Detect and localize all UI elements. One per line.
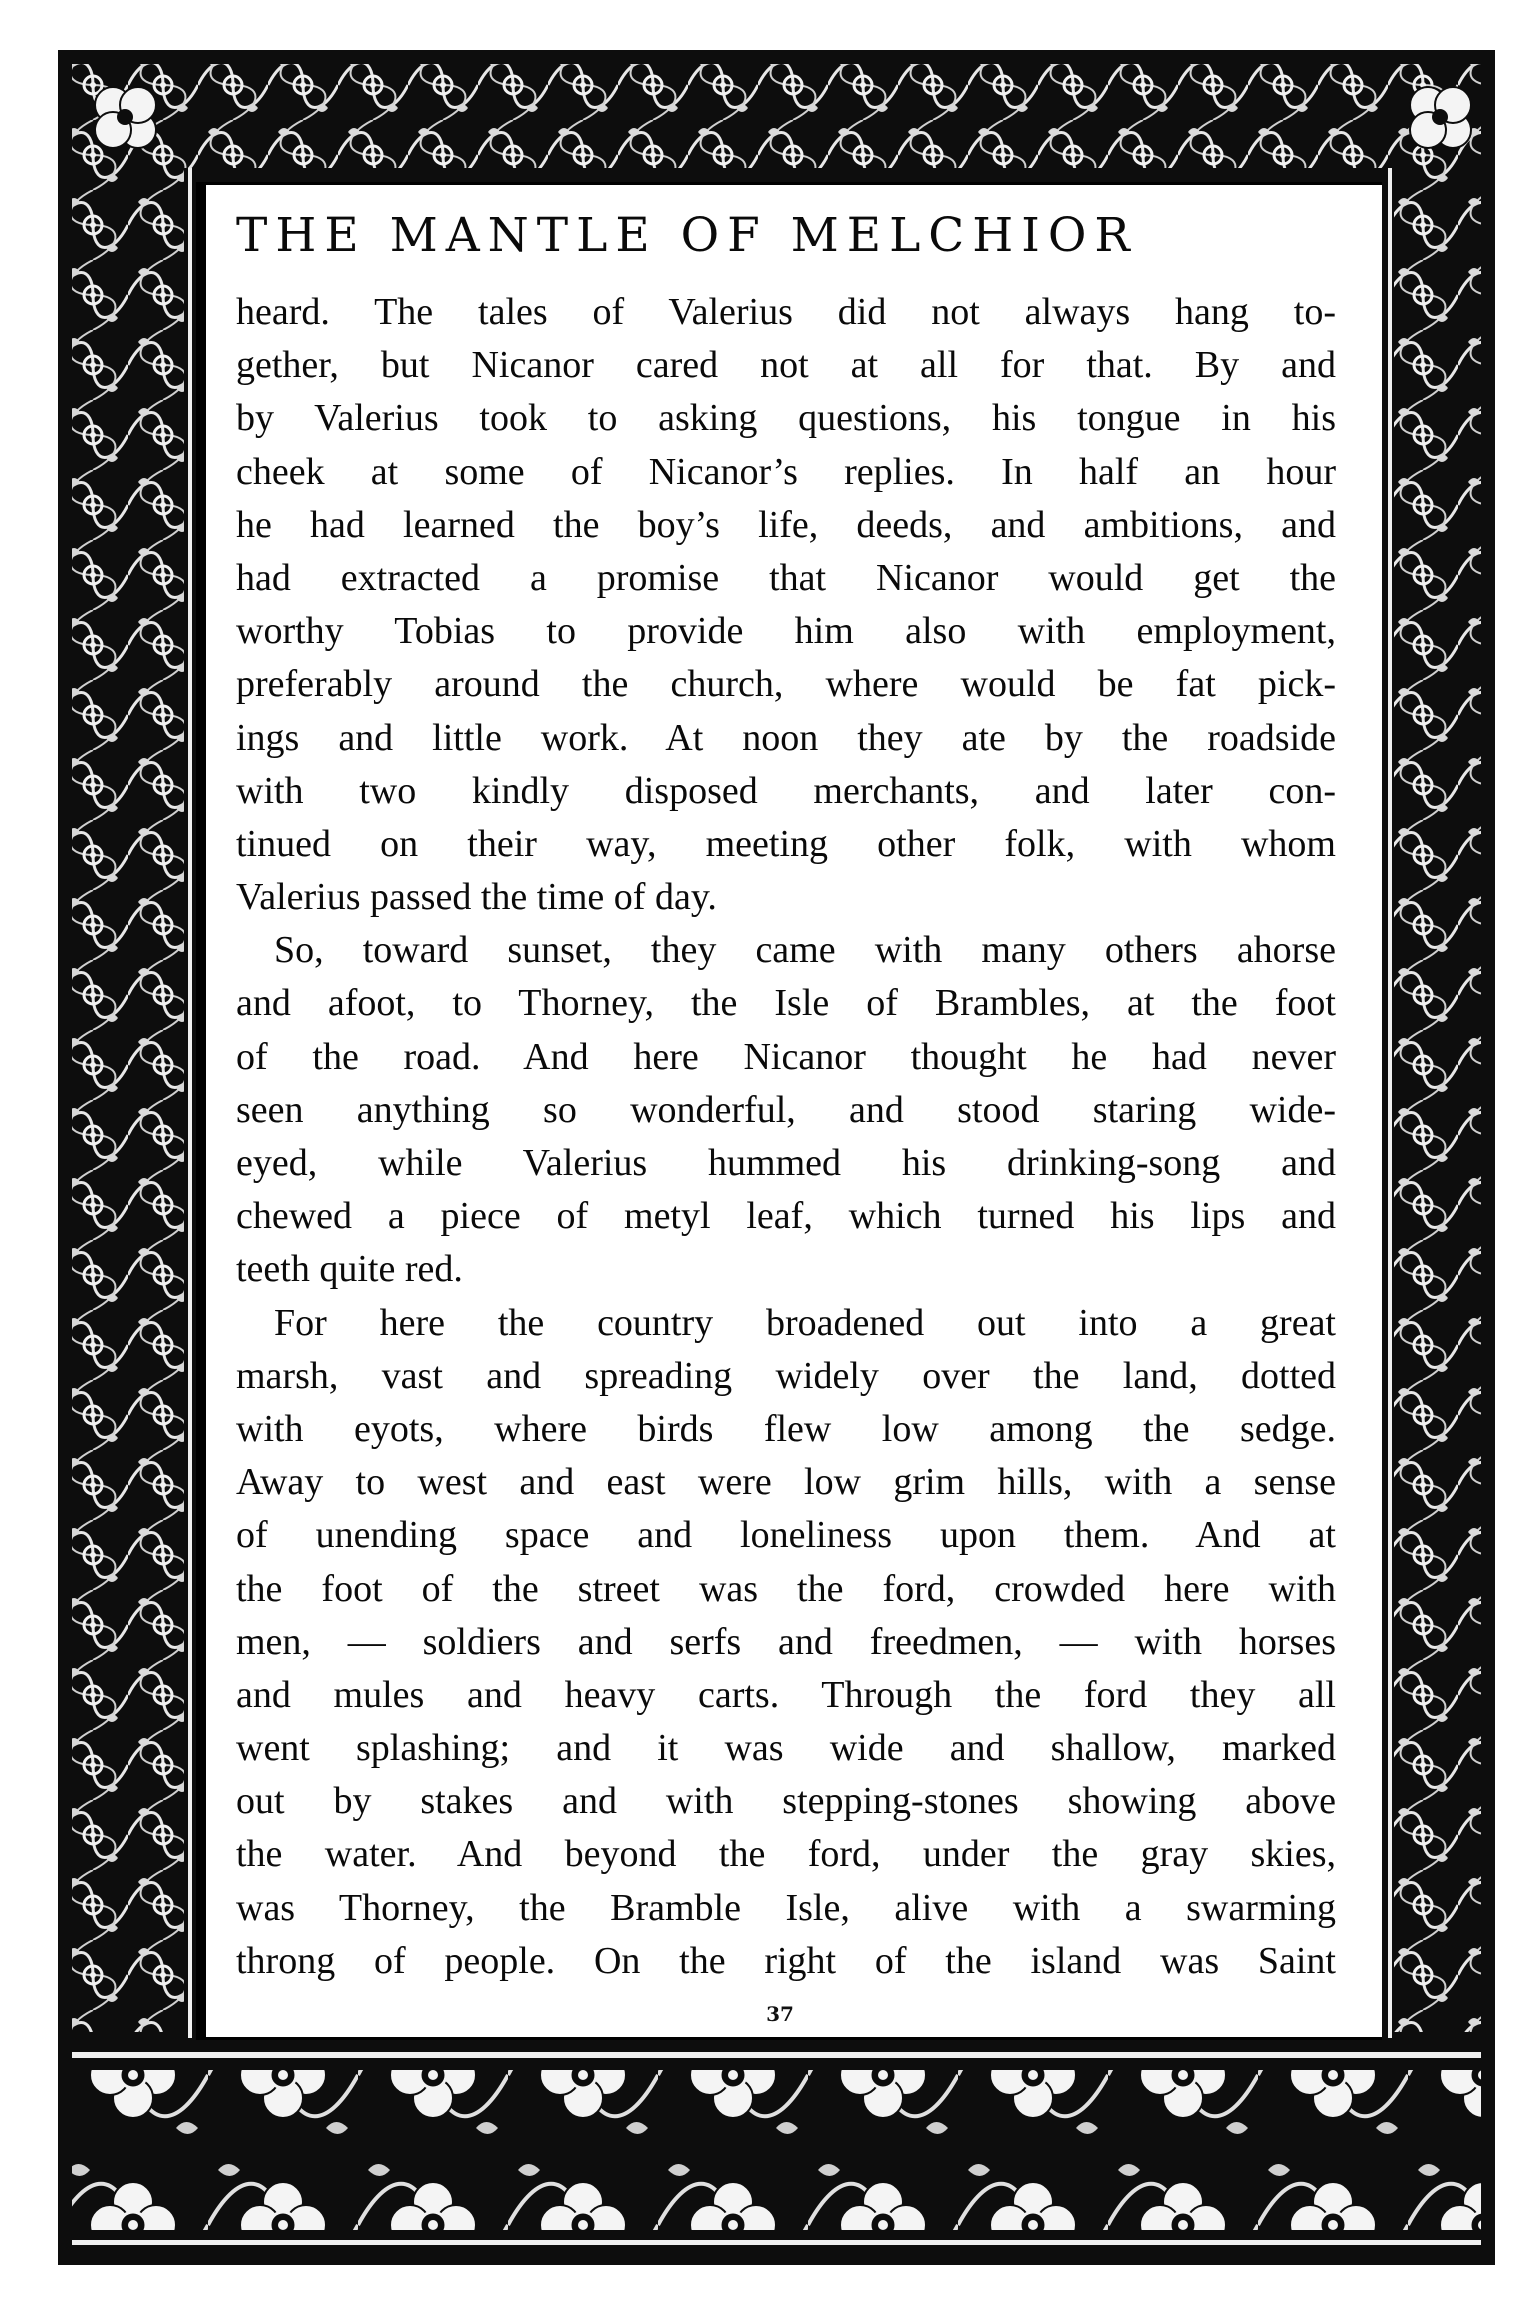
text-line: was Thorney, the Bramble Isle, alive with a swarming <box>236 1886 1336 1929</box>
text-line: chewed a piece of metyl leaf, which turned his lips and <box>236 1195 1336 1238</box>
page-number: 37 <box>766 2002 794 2026</box>
body-text <box>236 286 1336 1988</box>
text-line: Away to west and east were low grim hills, with a sense <box>236 1461 1336 1504</box>
text-line: the water. And beyond the ford, under the gray skies, <box>236 1833 1336 1876</box>
text-line: out by stakes and with stepping-stones showing above <box>236 1780 1336 1823</box>
text-line: marsh, vast and spreading widely over the land, dotted <box>236 1354 1336 1397</box>
text-line: and afoot, to Thorney, the Isle of Brambles, at the foot <box>236 982 1336 1025</box>
running-head: THE MANTLE OF MELCHIOR <box>236 208 1138 263</box>
text-line: the foot of the street was the ford, crowded here with <box>236 1567 1336 1610</box>
text-line: heard. The tales of Valerius did not always hang to- <box>236 291 1336 333</box>
text-line: with eyots, where birds flew low among the sedge. <box>236 1407 1336 1450</box>
text-line: tinued on their way, meeting other folk, with whom <box>236 822 1336 865</box>
text-line: preferably around the church, where would be fat pick- <box>236 663 1336 706</box>
text-line: had extracted a promise that Nicanor would get the <box>236 556 1336 599</box>
text-line: with two kindly disposed merchants, and later con- <box>236 769 1336 812</box>
text-line: gether, but Nicanor cared not at all for that. By and <box>236 344 1336 387</box>
text-line: cheek at some of Nicanor’s replies. In half an hour <box>236 450 1336 493</box>
paragraph <box>236 1297 1336 1988</box>
text-line: Valerius passed the time of day. <box>236 876 717 919</box>
text-line: eyed, while Valerius hummed his drinking-song and <box>236 1142 1336 1184</box>
text-line: went splashing; and it was wide and shallow, marked <box>236 1727 1336 1770</box>
text-line: men, — soldiers and serfs and freedmen, — with horses <box>236 1620 1336 1663</box>
text-line: For here the country broadened out into a great <box>274 1301 1336 1344</box>
text-line: teeth quite red. <box>236 1248 463 1291</box>
text-line: So, toward sunset, they came with many others ahorse <box>274 929 1336 972</box>
text-line: of the road. And here Nicanor thought he had never <box>236 1035 1336 1078</box>
text-line: throng of people. On the right of the island was Saint <box>236 1939 1336 1982</box>
text-line: by Valerius took to asking questions, his tongue in his <box>236 397 1336 440</box>
paragraph <box>236 286 1336 924</box>
text-line: worthy Tobias to provide him also with employment, <box>236 610 1336 653</box>
text-line: and mules and heavy carts. Through the ford they all <box>236 1673 1336 1716</box>
text-line: of unending space and loneliness upon them. And at <box>236 1514 1336 1557</box>
text-line: he had learned the boy’s life, deeds, and ambitions, and <box>236 503 1336 546</box>
paragraph <box>236 924 1336 1296</box>
text-line: seen anything so wonderful, and stood staring wide- <box>236 1088 1336 1131</box>
text-line: ings and little work. At noon they ate by the roadside <box>236 716 1336 759</box>
